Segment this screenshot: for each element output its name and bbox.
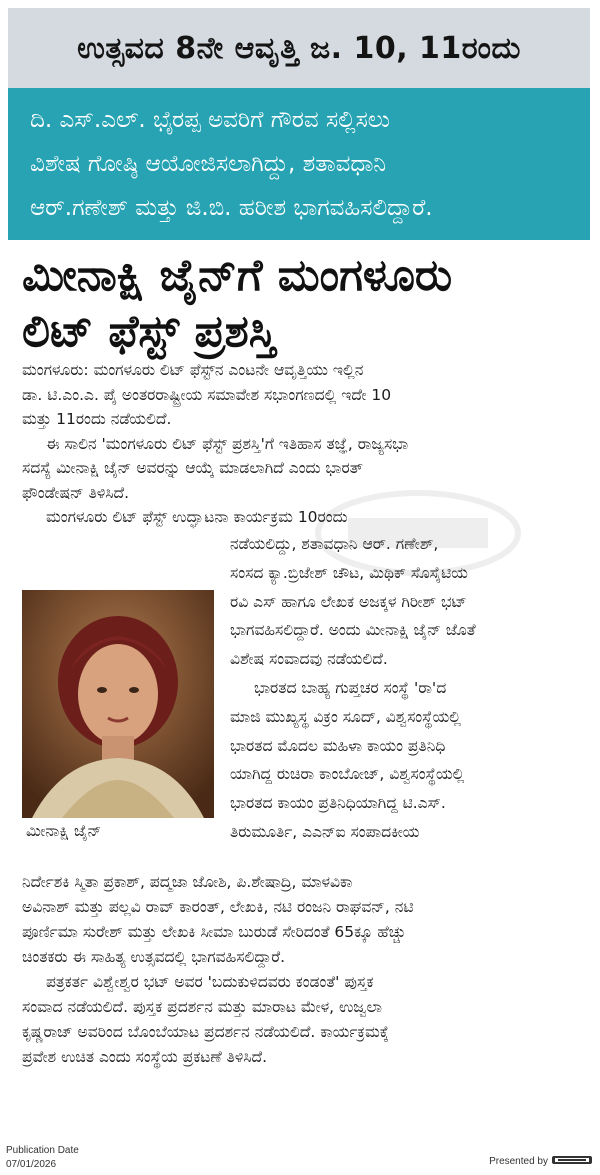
headline: [22, 248, 582, 360]
highlight-line: ವಿಶೇಷ ಗೋಷ್ಠಿ ಆಯೋಜಿಸಲಾಗಿದ್ದು, ಶತಾವಧಾನಿ: [30, 151, 387, 177]
portrait-image-icon: [22, 590, 214, 818]
headline-line: ಮೀನಾಕ್ಷಿ ಜೈನ್‌ಗೆ ಮಂಗಳೂರು: [22, 250, 453, 301]
paragraph-inauguration-lead: [22, 505, 578, 530]
presented-by-label: Presented by: [489, 1156, 548, 1167]
text-line: ಸಂಸದ ಕ್ಯಾ.ಬ್ರಿಜೇಶ್ ಚೌಟ, ಮಿಥಿಕ್ ಸೊಸೈಟಿಯ: [230, 563, 468, 582]
text-line: ತಿರುಮೂರ್ತಿ, ಎಎನ್‌ಐ ಸಂಪಾದಕೀಯ: [230, 822, 420, 841]
text-line: ವಿಶೇಷ ಸಂವಾದವು ನಡೆಯಲಿದೆ.: [230, 650, 388, 669]
photo-caption: ಮೀನಾಕ್ಷಿ ಜೈನ್: [26, 822, 102, 840]
highlight-box: [8, 88, 590, 240]
text-line: ಮಾಜಿ ಮುಖ್ಯಸ್ಥ ವಿಕ್ರಂ ಸೂದ್, ವಿಶ್ವಸಂಸ್ಥೆಯಲ್ಲಿ: [230, 707, 461, 726]
text-line: ಮಂಗಳೂರು ಲಿಟ್ ಫೆಸ್ಟ್ ಉದ್ಘಾಟನಾ ಕಾರ್ಯಕ್ರಮ 10ರಂದು: [46, 508, 348, 526]
text-line: ಸಂವಾದ ನಡೆಯಲಿದೆ. ಪುಸ್ತಕ ಪ್ರದರ್ಶನ ಮತ್ತು ಮಾರಾಟ ಮೇಳ, ಉಜ್ವಲಾ: [22, 998, 383, 1016]
text-line: ಸದಸ್ಯೆ ಮೀನಾಕ್ಷಿ ಜೈನ್ ಅವರನ್ನು ಆಯ್ಕೆ ಮಾಡಲಾಗಿದೆ ಎಂದು ಭಾರತ್: [22, 459, 363, 477]
newspaper-logo-icon: [552, 1154, 592, 1166]
text-line: ಭಾರತದ ಬಾಹ್ಯ ಗುಪ್ತಚರ ಸಂಸ್ಥೆ 'ರಾ'ದ: [254, 678, 447, 697]
text-line: ಚಿಂತಕರು ಈ ಸಾಹಿತ್ಯ ಉತ್ಸವದಲ್ಲಿ ಭಾಗವಹಿಸಲಿದ್ದಾರೆ.: [22, 948, 285, 966]
text-line: ರವಿ ಎಸ್ ಹಾಗೂ ಲೇಖಕ ಅಜಕ್ಕಳ ಗಿರೀಶ್ ಭಟ್: [230, 592, 467, 611]
paragraph-intro: [22, 358, 578, 432]
text-line: ಪೂರ್ಣಿಮಾ ಸುರೇಶ್ ಮತ್ತು ಲೇಖಕಿ ಸೀಮಾ ಬುರುಡೆ ಸೇರಿದಂತೆ 65ಕ್ಕೂ ಹೆಚ್ಚು: [22, 923, 406, 941]
article-body-bottom: [22, 870, 578, 1070]
text-line: ಯಾಗಿದ್ದ ರುಚಿರಾ ಕಾಂಬೋಜ್, ವಿಶ್ವಸಂಸ್ಥೆಯಲ್ಲಿ: [230, 765, 465, 784]
publication-date-value: 07/01/2026: [6, 1159, 57, 1170]
headline-line: ಲಿಟ್ ಫೆಸ್ಟ್ ಪ್ರಶಸ್ತಿ: [22, 306, 276, 357]
kicker-bar: [8, 8, 590, 88]
highlight-line: ಆರ್.ಗಣೇಶ್ ಮತ್ತು ಜಿ.ಬಿ. ಹರೀಶ ಭಾಗವಹಿಸಲಿದ್ದಾರೆ.: [30, 195, 433, 221]
text-line: ಪ್ರವೇಶ ಉಚಿತ ಎಂದು ಸಂಸ್ಥೆಯ ಪ್ರಕಟಣೆ ತಿಳಿಸಿದೆ.: [22, 1048, 268, 1066]
kicker-text: ಉತ್ಸವದ 8ನೇ ಆವೃತ್ತಿ ಜ. 10, 11ರಂದು: [77, 30, 521, 66]
publication-date-label: Publication Date: [6, 1145, 79, 1156]
text-line: ಮತ್ತು 11ರಂದು ನಡೆಯಲಿದೆ.: [22, 410, 172, 428]
text-line: ಪತ್ರಕರ್ತ ವಿಶ್ವೇಶ್ವರ ಭಟ್ ಅವರ 'ಬದುಕುಳಿದವರು ಕಂಡಂತೆ' ಪುಸ್ತಕ: [46, 973, 374, 991]
portrait-photo: [22, 590, 214, 818]
text-line: ಅವಿನಾಶ್ ಮತ್ತು ಪಲ್ಲವಿ ರಾವ್ ಕಾರಂತ್, ಲೇಖಕಿ, ನಟಿ ರಂಜನಿ ರಾಘವನ್, ನಟಿ: [22, 898, 414, 916]
highlight-line: ದಿ. ಎಸ್.ಎಲ್. ಭೈರಪ್ಪ ಅವರಿಗೆ ಗೌರವ ಸಲ್ಲಿಸಲು: [30, 107, 390, 133]
text-line: ಕೃಷ್ಣರಾಜ್ ಅವರಿಂದ ಬೊಂಬೆಯಾಟ ಪ್ರದರ್ಶನ ನಡೆಯಲಿದೆ. ಕಾರ್ಯಕ್ರಮಕ್ಕೆ: [22, 1023, 389, 1041]
text-line: ಮಂಗಳೂರು: ಮಂಗಳೂರು ಲಿಟ್ ಫೆಸ್ಟ್‌ನ ಎಂಟನೇ ಆವೃತ್ತಿಯು ಇಲ್ಲಿನ: [22, 361, 364, 379]
text-line: ನಡೆಯಲಿದ್ದು, ಶತಾವಧಾನಿ ಆರ್. ಗಣೇಶ್,: [230, 535, 439, 553]
text-line: ನಿರ್ದೇಶಕಿ ಸ್ಮಿತಾ ಪ್ರಕಾಶ್, ಪದ್ಮಜಾ ಜೋಶಿ, ಪಿ.ಶೇಷಾದ್ರಿ, ಮಾಳವಿಕಾ: [22, 873, 353, 891]
article-body-top: [22, 358, 578, 530]
text-line: ಫೌಂಡೇಷನ್ ತಿಳಿಸಿದೆ.: [22, 483, 130, 502]
paragraph-award: [22, 432, 578, 506]
article-body-wrap: [230, 530, 578, 847]
text-line: ಭಾಗವಹಿಸಲಿದ್ದಾರೆ. ಅಂದು ಮೀನಾಕ್ಷಿ ಜೈನ್ ಜೊತೆ: [230, 621, 476, 640]
text-line: ಭಾರತದ ಮೊದಲ ಮಹಿಳಾ ಕಾಯಂ ಪ್ರತಿನಿಧಿ: [230, 736, 446, 755]
text-line: ಭಾರತದ ಕಾಯಂ ಪ್ರತಿನಿಧಿಯಾಗಿದ್ದ ಟಿ.ಎಸ್.: [230, 794, 446, 813]
text-line: ಡಾ. ಟಿ.ಎಂ.ಎ. ಪೈ ಅಂತರರಾಷ್ಟ್ರೀಯ ಸಮಾವೇಶ ಸಭಾಂಗಣದಲ್ಲಿ ಇದೇ 10: [22, 385, 392, 404]
text-line: ಈ ಸಾಲಿನ 'ಮಂಗಳೂರು ಲಿಟ್ ಫೆಸ್ಟ್ ಪ್ರಶಸ್ತಿ'ಗೆ ಇತಿಹಾಸ ತಜ್ಞೆ, ರಾಜ್ಯಸಭಾ: [46, 434, 409, 453]
footer: [0, 1140, 600, 1175]
